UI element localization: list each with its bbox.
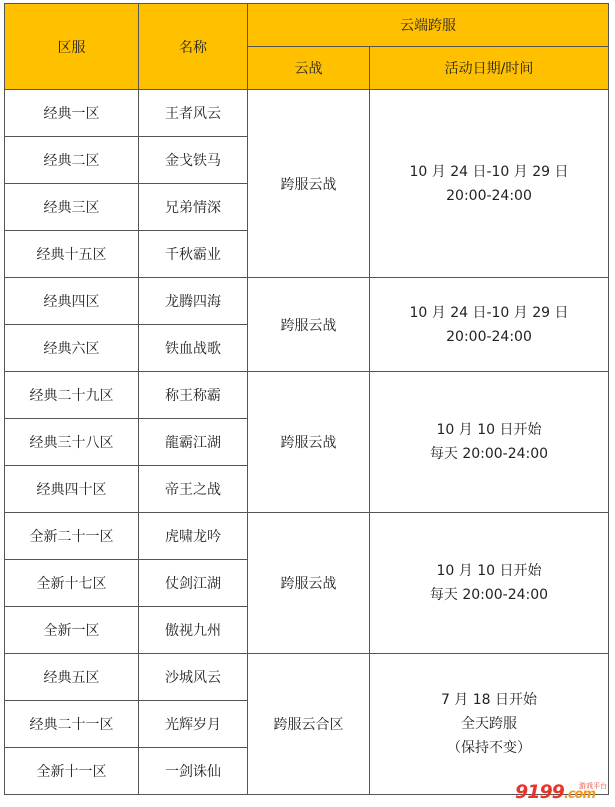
table-header <box>5 4 609 90</box>
header-name: 名称 <box>139 4 248 90</box>
server-cell: 经典十五区 <box>5 231 139 278</box>
event-time-line: 全天跨服 <box>461 716 517 732</box>
battle-type-cell: 跨服云战 <box>248 90 370 278</box>
event-time-line: 20:00-24:00 <box>446 187 532 204</box>
server-cell: 经典六区 <box>5 325 139 372</box>
server-name-cell: 龍霸江湖 <box>139 419 248 466</box>
server-cell: 经典三十八区 <box>5 419 139 466</box>
server-name-cell: 傲视九州 <box>139 607 248 654</box>
battle-type-cell: 跨服云战 <box>248 278 370 372</box>
server-name-cell: 金戈铁马 <box>139 137 248 184</box>
table-body <box>5 90 609 795</box>
event-time-line: 每天 20:00-24:00 <box>429 587 549 603</box>
header-time: 活动日期/时间 <box>370 47 609 90</box>
header-server: 区服 <box>5 4 139 90</box>
server-name-cell: 称王称霸 <box>139 372 248 419</box>
server-name-cell: 光辉岁月 <box>139 701 248 748</box>
server-name-cell: 龙腾四海 <box>139 278 248 325</box>
server-name-cell: 王者风云 <box>139 90 248 137</box>
server-name-cell: 千秋霸业 <box>139 231 248 278</box>
server-cell: 经典二区 <box>5 137 139 184</box>
event-time-cell <box>370 90 609 278</box>
event-time-cell <box>370 513 609 654</box>
server-name-cell: 铁血战歌 <box>139 325 248 372</box>
server-cell: 经典四十区 <box>5 466 139 513</box>
server-cell: 经典二十一区 <box>5 701 139 748</box>
battle-type-cell: 跨服云合区 <box>248 654 370 795</box>
server-cell: 经典三区 <box>5 184 139 231</box>
server-cell: 全新十一区 <box>5 748 139 795</box>
event-time-cell <box>370 278 609 372</box>
server-cell: 经典五区 <box>5 654 139 701</box>
server-name-cell: 一剑诛仙 <box>139 748 248 795</box>
server-schedule-table <box>4 3 609 795</box>
event-time-line: 10 月 10 日开始 <box>436 422 542 438</box>
server-name-cell: 仗剑江湖 <box>139 560 248 607</box>
event-time-line: 10 月 24 日-10 月 29 日 <box>409 304 569 321</box>
event-time-cell <box>370 654 609 795</box>
server-cell: 全新一区 <box>5 607 139 654</box>
event-time-cell <box>370 372 609 513</box>
server-name-cell: 沙城风云 <box>139 654 248 701</box>
server-cell: 经典四区 <box>5 278 139 325</box>
server-name-cell: 兄弟情深 <box>139 184 248 231</box>
battle-type-cell: 跨服云战 <box>248 372 370 513</box>
watermark-tagline: 游戏平台 <box>579 782 607 790</box>
server-cell: 全新二十一区 <box>5 513 139 560</box>
server-cell: 经典二十九区 <box>5 372 139 419</box>
table-row <box>5 278 609 325</box>
event-time-line: 10 月 10 日开始 <box>436 563 542 579</box>
server-cell: 全新十七区 <box>5 560 139 607</box>
event-time-line: （保持不变） <box>447 740 531 756</box>
site-watermark <box>515 779 607 805</box>
event-time-line: 7 月 18 日开始 <box>440 692 538 708</box>
event-time-line: 20:00-24:00 <box>446 328 532 345</box>
event-time-line: 每天 20:00-24:00 <box>429 446 549 462</box>
table-row <box>5 513 609 560</box>
header-cloud-cross-server: 云端跨服 <box>248 4 609 47</box>
table-row <box>5 90 609 137</box>
watermark-logo: 9199.com <box>515 781 596 803</box>
server-cell: 经典一区 <box>5 90 139 137</box>
server-name-cell: 虎啸龙吟 <box>139 513 248 560</box>
header-battle: 云战 <box>248 47 370 90</box>
battle-type-cell: 跨服云战 <box>248 513 370 654</box>
server-name-cell: 帝王之战 <box>139 466 248 513</box>
table-row <box>5 372 609 419</box>
event-time-line: 10 月 24 日-10 月 29 日 <box>409 163 569 180</box>
table-row <box>5 654 609 701</box>
